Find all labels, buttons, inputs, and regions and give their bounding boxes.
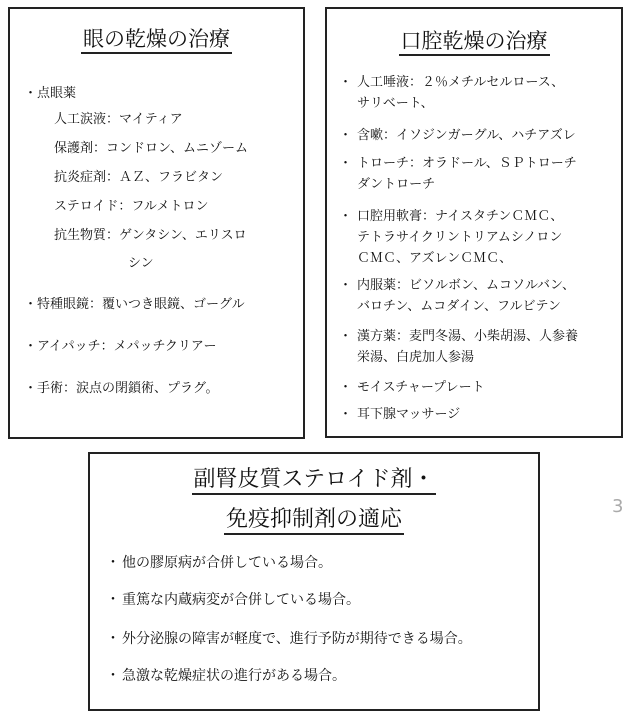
list-item: ・ モイスチャープレート — [339, 380, 485, 395]
list-item: ・ 他の膠原病が合併している場合。 — [106, 555, 332, 571]
list-item: ・ 人工唾液：２％メチルセルロース、 サリベート、 — [339, 75, 565, 111]
list-subitem: 抗生物質：ゲンタシン、エリスロ — [54, 228, 247, 243]
list-item: ・ 漢方薬：麦門冬湯、小柴胡湯、人参養 栄湯、白虎加人参湯 — [339, 329, 579, 365]
list-item: ・ 口腔用軟膏：ナイスタチンＣＭＣ、 テトラサイクリントリアムシノロン ＣＭＣ、アズレンＣＭＣ、 — [339, 209, 564, 266]
list-item: ・ 外分泌腺の障害が軽度で、進行予防が期待できる場合。 — [106, 631, 472, 647]
list-item: ・ 重篤な内蔵病変が合併している場合。 — [106, 592, 360, 608]
list-item: ・ 内服薬：ビソルボン、ムコソルバン、 バロチン、ムコダイン、フルビテン — [339, 278, 576, 314]
steroid-box-title-line1: 副腎皮質ステロイド剤・ — [90, 466, 538, 494]
list-item: ・アイパッチ：メパッチクリアー — [24, 339, 217, 354]
list-subitem: ステロイド：フルメトロン — [54, 199, 209, 214]
mouth-dryness-treatment-box — [325, 7, 623, 438]
eye-box-title: 眼の乾燥の治療 — [10, 26, 303, 52]
eye-dryness-treatment-box — [8, 7, 305, 439]
steroid-box-title-line2: 免疫抑制剤の適応 — [90, 506, 538, 534]
list-item: ・手術：涙点の閉鎖術、プラグ。 — [24, 381, 219, 396]
list-item: ・特種眼鏡：覆いつき眼鏡、ゴーグル — [24, 297, 245, 312]
page-edge-mark: 3 — [612, 496, 624, 517]
steroid-indication-box — [88, 452, 540, 711]
list-item: ・ 耳下腺マッサージ — [339, 407, 461, 422]
list-subitem: 抗炎症剤：ＡＺ、フラビタン — [54, 170, 224, 185]
list-item: ・ トローチ：オラドール、ＳＰトローチ ダントローチ — [339, 156, 577, 192]
list-item: ・ 急激な乾燥症状の進行がある場合。 — [106, 668, 346, 684]
list-subitem-continuation: シン — [128, 256, 154, 271]
list-item: ・ 含嗽：イソジンガーグル、ハチアズレ — [339, 128, 576, 143]
mouth-box-title: 口腔乾燥の治療 — [327, 28, 621, 54]
list-item: ・点眼薬 — [24, 86, 77, 101]
list-subitem: 人工涙液：マイティア — [54, 112, 183, 127]
list-subitem: 保護剤：コンドロン、ムニゾーム — [54, 141, 248, 156]
